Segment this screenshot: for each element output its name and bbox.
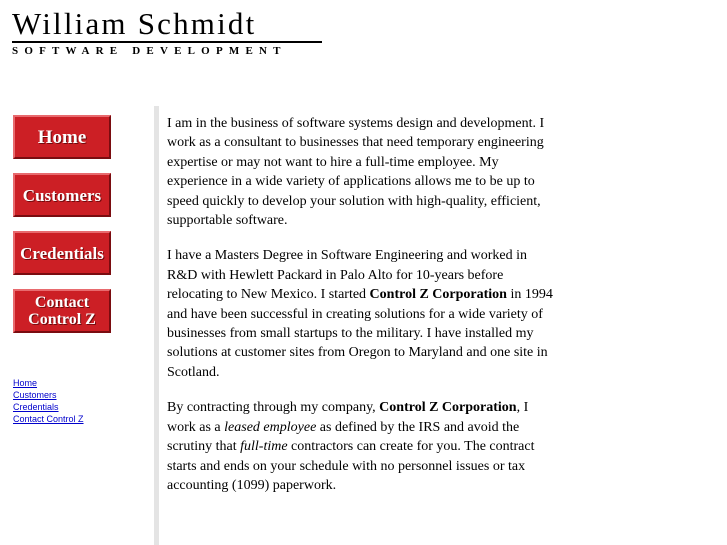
- nav-button-contact-line2: Control Z: [28, 311, 96, 328]
- leased-employee-term: leased employee: [224, 419, 317, 435]
- contracting-text-b: , I work as a: [167, 400, 529, 435]
- contracting-text-d: contractors can create for you. The contract starts and ends on your schedule with no personnel issues or tax accounting (1099) paperwork.: [167, 439, 535, 493]
- logo-name: William Schmidt: [12, 6, 257, 41]
- text-link-credentials[interactable]: Credentials: [13, 402, 59, 412]
- nav-button-contact-line1: Contact: [34, 294, 90, 311]
- background-paragraph: [167, 246, 555, 382]
- text-link-contact[interactable]: Contact Control Z: [13, 414, 84, 424]
- text-link-home[interactable]: Home: [13, 378, 38, 388]
- nav-button-home[interactable]: Home: [13, 115, 111, 159]
- vertical-divider: [154, 106, 159, 545]
- background-text-a: I have a Masters Degree in Software Engineering and worked in R&D with Hewlett Packard in Palo Alto for 10-years before relocating to New Mexico. I started: [167, 248, 527, 303]
- main-content: [167, 114, 555, 511]
- contracting-text-c: as defined by the IRS and avoid the scrutiny that: [167, 419, 520, 455]
- nav-button-customers[interactable]: Customers: [13, 173, 111, 217]
- company-name: Control Z Corporation: [379, 400, 517, 416]
- logo-tagline: SOFTWARE DEVELOPMENT: [12, 45, 287, 57]
- text-link-customers[interactable]: Customers: [13, 390, 57, 400]
- nav-button-credentials[interactable]: Credentials: [13, 231, 111, 275]
- text-nav-links: [13, 377, 84, 425]
- full-time-term: full-time: [240, 439, 288, 455]
- company-name: Control Z Corporation: [369, 287, 507, 303]
- intro-paragraph: I am in the business of software systems design and development. I work as a consultant to businesses that need temporary engineering expertise or may not want to hire a full-time employee. My experience in a wide variety of applications allows me to be up to speed quickly to develop your solution with high-quality, efficient, supportable software.: [167, 116, 545, 229]
- contracting-text-a: By contracting through my company,: [167, 400, 380, 416]
- nav-button-contact[interactable]: [13, 289, 111, 333]
- site-logo: [12, 8, 324, 57]
- contracting-paragraph: [167, 398, 555, 495]
- background-text-b: in 1994 and have been successful in creating solutions for a wide variety of businesses from small startups to the military. I have installed my solutions at customer sites from Oregon to Maryland and one site in Scotland.: [167, 287, 553, 380]
- logo-rule: [12, 41, 322, 43]
